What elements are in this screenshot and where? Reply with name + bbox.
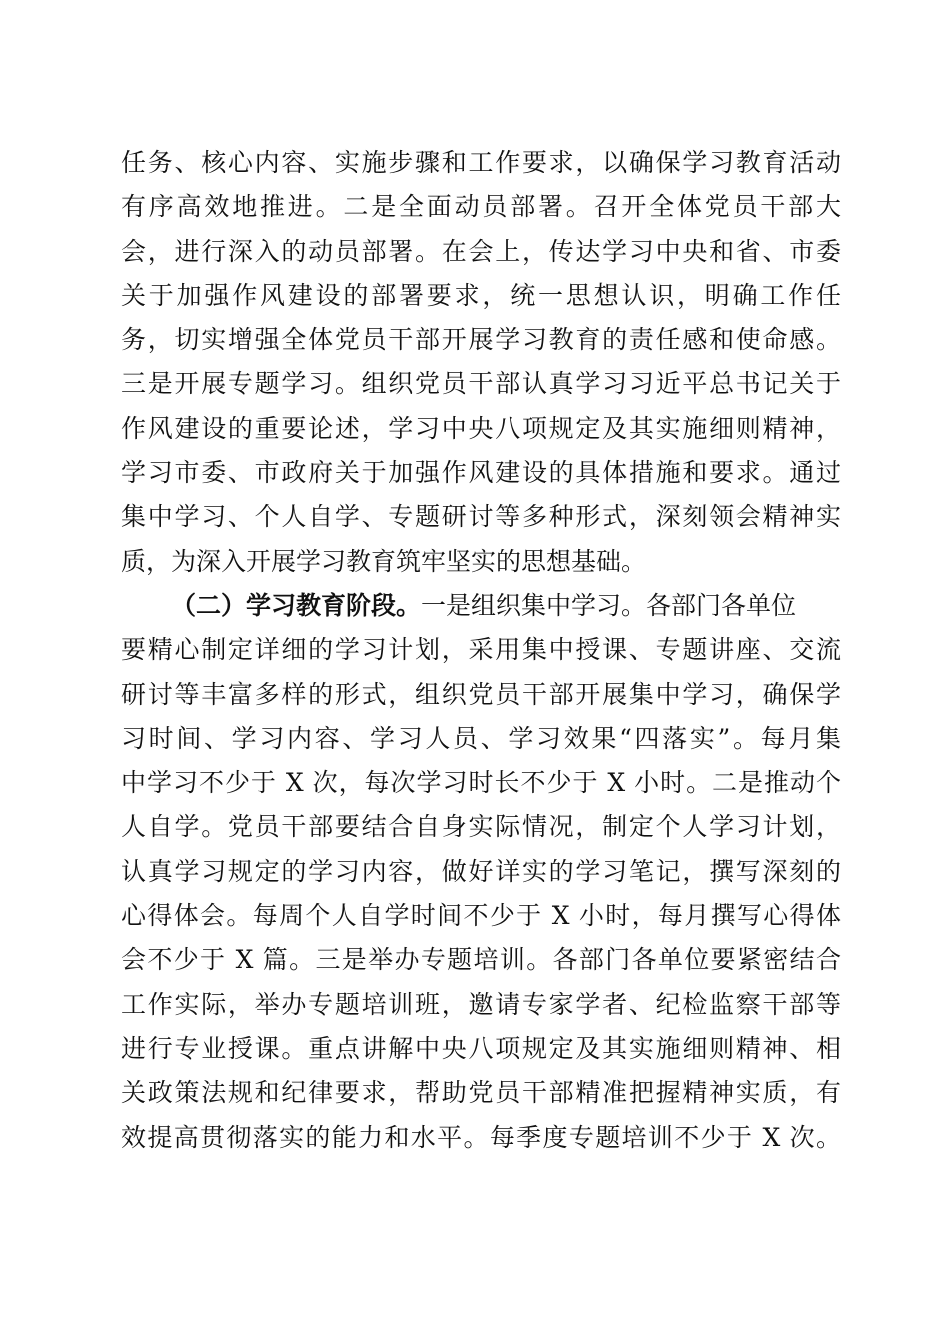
text-line: 务，切实增强全体党员干部开展学习教育的责任感和使命感。 — [121, 325, 841, 355]
text-line: 研讨等丰富多样的形式，组织党员干部开展集中学习，确保学 — [121, 679, 841, 709]
paragraph-preparation-phase — [121, 141, 841, 584]
text-line: 会，进行深入的动员部署。在会上，传达学习中央和省、市委 — [121, 236, 841, 266]
text-line: 中学习不少于 X 次，每次学习时长不少于 X 小时。二是推动个 — [121, 768, 841, 798]
text-line: 学习市委、市政府关于加强作风建设的具体措施和要求。通过 — [121, 458, 841, 488]
section-first-line-text: 一是组织集中学习。各部门各单位 — [421, 590, 797, 620]
text-line: 三是开展专题学习。组织党员干部认真学习习近平总书记关于 — [121, 369, 841, 399]
section-first-line — [121, 584, 841, 628]
text-line: 认真学习规定的学习内容，做好详实的学习笔记，撰写深刻的 — [121, 856, 841, 886]
text-line: 任务、核心内容、实施步骤和工作要求，以确保学习教育活动 — [121, 148, 841, 177]
section-heading: （二）学习教育阶段。 — [171, 590, 422, 620]
paragraph-study-phase — [121, 584, 841, 1160]
document-body — [121, 141, 841, 1160]
text-line: 要精心制定详细的学习计划，采用集中授课、专题讲座、交流 — [121, 635, 841, 665]
text-line: 工作实际，举办专题培训班，邀请专家学者、纪检监察干部等 — [121, 989, 841, 1019]
text-line: 集中学习、个人自学、专题研讨等多种形式，深刻领会精神实 — [121, 502, 841, 532]
text-line: 作风建设的重要论述，学习中央八项规定及其实施细则精神， — [121, 413, 841, 443]
text-line: 习时间、学习内容、学习人员、学习效果“四落实”。每月集 — [121, 723, 841, 753]
text-line: 人自学。党员干部要结合自身实际情况，制定个人学习计划， — [121, 812, 841, 842]
text-line: 关于加强作风建设的部署要求，统一思想认识，明确工作任 — [121, 280, 841, 310]
text-line: 心得体会。每周个人自学时间不少于 X 小时，每月撰写心得体 — [121, 901, 841, 931]
text-line: 效提高贯彻落实的能力和水平。每季度专题培训不少于 X 次。 — [121, 1122, 841, 1152]
text-line: 进行专业授课。重点讲解中央八项规定及其实施细则精神、相 — [121, 1033, 841, 1063]
text-line: 有序高效地推进。二是全面动员部署。召开全体党员干部大 — [121, 192, 841, 222]
text-line: 会不少于 X 篇。三是举办专题培训。各部门各单位要紧密结合 — [121, 945, 841, 975]
text-line: 关政策法规和纪律要求，帮助党员干部精准把握精神实质，有 — [121, 1078, 841, 1108]
text-line-last: 质，为深入开展学习教育筑牢坚实的思想基础。 — [121, 546, 647, 576]
